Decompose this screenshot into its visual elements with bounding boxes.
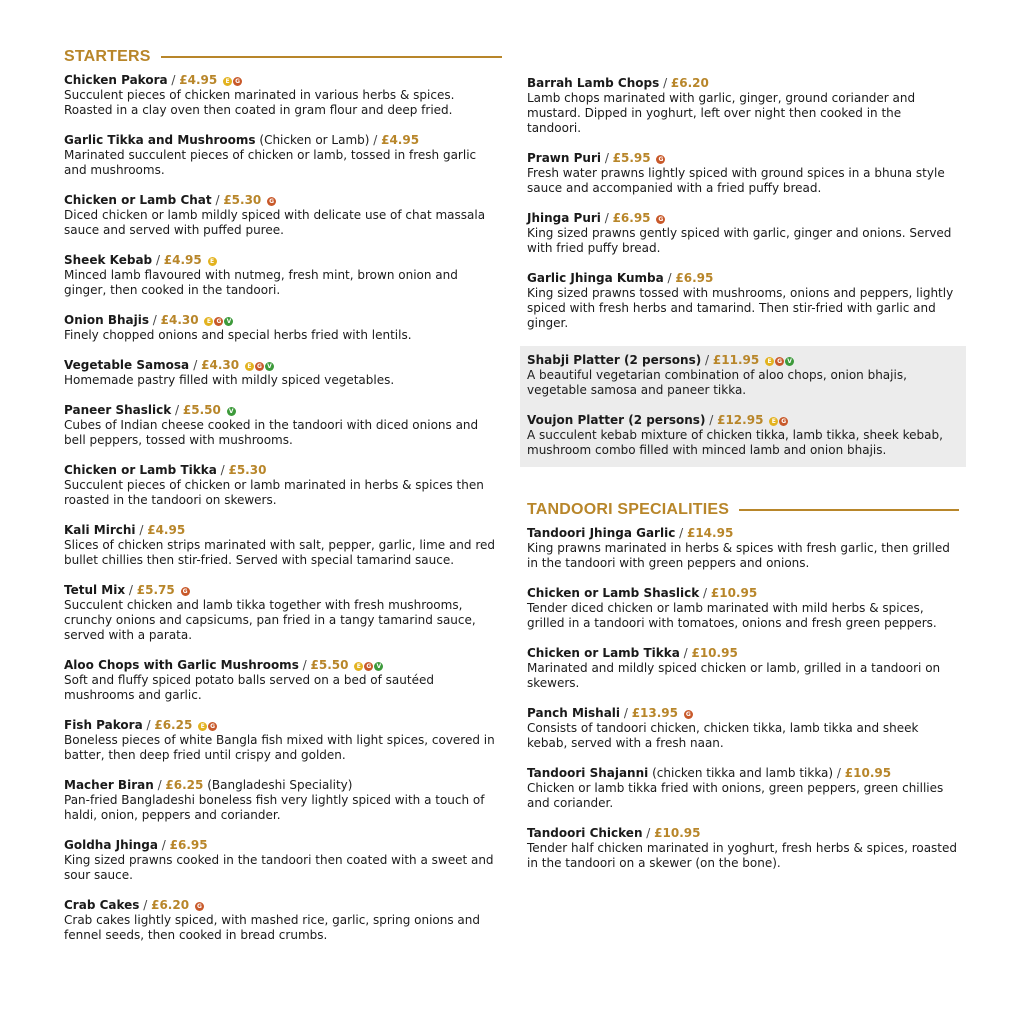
tandoori-header [527,501,959,519]
dish-description: Succulent chicken and lamb tikka together with fresh mushrooms, crunchy onions and capsicums, pan fried in a tangy tamarind sauce, served with a parata. [64,598,476,642]
dish-price: £10.95 [654,826,701,840]
dish-name: Chicken or Lamb Chat [64,193,212,207]
right-column [527,76,959,886]
dish-name: Garlic Jhinga Kumba [527,271,664,285]
menu-item [64,523,502,568]
dietary-badges [656,155,665,164]
dietary-badges [245,362,274,371]
gluten-icon: G [233,77,242,86]
menu-item [527,766,959,811]
dish-description: Fresh water prawns lightly spiced with ground spices in a bhuna style sauce and accompanied with a fried puffy bread. [527,166,945,195]
item-heading [64,403,502,418]
dietary-badges [195,902,204,911]
dish-description: King prawns marinated in herbs & spices with fresh garlic, then grilled in the tandoori with green peppers and onions. [527,541,950,570]
section-rule [161,56,502,58]
dish-description: Marinated succulent pieces of chicken or lamb, tossed in fresh garlic and mushrooms. [64,148,477,177]
dish-name: Voujon Platter (2 persons) [527,413,706,427]
dish-name: Paneer Shaslick [64,403,172,417]
section-title: TANDOORI SPECIALITIES [527,501,730,518]
dietary-badges [208,257,217,266]
dietary-badges [267,197,276,206]
dish-name: Sheek Kebab [64,253,153,267]
item-heading [64,358,502,373]
menu-item [527,706,959,751]
dish-name: Fish Pakora [64,718,143,732]
starters-list [64,73,502,943]
menu-item [64,658,502,703]
menu-item [527,646,959,691]
gluten-icon: G [656,155,665,164]
menu-item [64,133,502,178]
dish-name: Prawn Puri [527,151,601,165]
gluten-icon: G [181,587,190,596]
dish-name: Panch Mishali [527,706,621,720]
price-separator: / [171,403,183,417]
dish-price: £10.95 [844,766,892,780]
dish-description: Succulent pieces of chicken or lamb marinated in herbs & spices then roasted in the tandoori on skewers. [64,478,484,507]
dish-description: Boneless pieces of white Bangla fish mixed with light spices, covered in batter, then deep fried until crispy and golden. [64,733,495,762]
dish-name: Macher Biran [64,778,154,792]
dish-price: £6.95 [169,838,208,852]
dish-price: £13.95 [631,706,678,720]
egg-icon: E [765,357,774,366]
section-rule [739,509,959,511]
dish-description: Cubes of Indian cheese cooked in the tandoori with diced onions and bell peppers, tossed with mushrooms. [64,418,479,447]
egg-icon: E [198,722,207,731]
item-heading [527,706,959,721]
dish-price: £5.30 [223,193,262,207]
dietary-badges [223,77,242,86]
gluten-icon: G [364,662,373,671]
starters-header [64,48,502,66]
item-heading [527,766,959,781]
price-separator: / [833,766,845,780]
dish-description: Finely chopped onions and special herbs fried with lentils. [64,328,412,342]
dish-description: Crab cakes lightly spiced, with mashed rice, garlic, spring onions and fennel seeds, then cooked in bread crumbs. [64,913,481,942]
item-heading [527,526,959,541]
dish-description: Marinated and mildly spiced chicken or lamb, grilled in a tandoori on skewers. [527,661,941,690]
price-separator: / [679,646,692,660]
dish-description: Homemade pastry filled with mildly spiced vegetables. [64,373,395,387]
dish-name: Barrah Lamb Chops [527,76,660,90]
dish-price: £5.50 [310,658,349,672]
egg-icon: E [223,77,232,86]
dish-price: £5.50 [182,403,221,417]
dietary-badges [227,407,236,416]
left-column [64,48,502,958]
price-separator: / [139,898,152,912]
item-heading [527,211,959,226]
dietary-badges [198,722,217,731]
dish-price: £6.25 [154,718,193,732]
dish-name: Chicken or Lamb Tikka [527,646,680,660]
price-separator: / [148,313,161,327]
dietary-badges [354,662,383,671]
dish-name: Aloo Chops with Garlic Mushrooms [64,658,299,672]
price-separator: / [600,211,613,225]
dish-name: Tetul Mix [64,583,126,597]
vegetarian-icon: V [374,662,383,671]
item-heading [527,586,959,601]
price-separator: / [663,271,676,285]
menu-item [64,718,502,763]
menu-item [64,313,502,343]
dish-description: Consists of tandoori chicken, chicken tikka, lamb tikka and sheek kebab, served with a fresh naan. [527,721,919,750]
vegetarian-icon: V [224,317,233,326]
item-heading [64,838,502,853]
gluten-icon: G [684,710,693,719]
dish-description: A succulent kebab mixture of chicken tikka, lamb tikka, sheek kebab, mushroom combo filled with minced lamb and onion bhajis. [527,428,943,457]
menu-item [64,403,502,448]
item-heading [64,193,502,208]
item-heading [527,271,959,286]
menu-item [527,353,959,398]
dish-note: (Chicken or Lamb) [259,133,370,147]
price-separator: / [620,706,632,720]
dish-price: £4.95 [381,133,420,147]
menu-item [64,463,502,508]
price-separator: / [659,76,671,90]
gluten-icon: G [255,362,264,371]
menu-item [64,778,502,823]
dish-name: Tandoori Chicken [527,826,643,840]
dish-price: £6.25 [165,778,204,792]
dish-description: Minced lamb flavoured with nutmeg, fresh mint, brown onion and ginger, then cooked in the tandoori. [64,268,458,297]
dish-price: £10.95 [710,586,758,600]
price-separator: / [642,826,655,840]
menu-item [527,76,959,136]
dish-description: Tender diced chicken or lamb marinated with mild herbs & spices, grilled in a tandoori with tomatoes, onions and fresh green peppers. [527,601,937,630]
dish-price: £6.20 [670,76,709,90]
price-separator: / [298,658,311,672]
gluten-icon: G [195,902,204,911]
menu-item [527,586,959,631]
dish-price: £4.30 [201,358,240,372]
dish-name: Onion Bhajis [64,313,149,327]
item-heading [527,353,959,368]
price-separator: / [135,523,148,537]
egg-icon: E [208,257,217,266]
dish-name: Jhinga Puri [527,211,601,225]
tandoori-list [527,526,959,871]
dish-name: Tandoori Shajanni [527,766,649,780]
dish-name: Garlic Tikka and Mushrooms [64,133,256,147]
dish-name: Chicken Pakora [64,73,168,87]
dish-price: £4.30 [160,313,199,327]
dietary-badges [684,710,693,719]
dish-price: £5.30 [228,463,267,477]
menu-item [64,193,502,238]
price-separator: / [125,583,137,597]
item-heading [64,313,502,328]
dish-price: £6.95 [675,271,714,285]
menu-item [64,253,502,298]
price-separator: / [193,358,202,372]
dietary-badges [204,317,233,326]
item-heading [64,253,502,268]
dish-description: King sized prawns gently spiced with garlic, ginger and onions. Served with fried puffy bread. [527,226,952,255]
dish-description: Tender half chicken marinated in yoghurt, fresh herbs & spices, roasted in the tandoori on a skewer (on the bone). [527,841,958,870]
price-separator: / [601,151,613,165]
dietary-badges [656,215,665,224]
dish-price: £5.95 [612,151,651,165]
egg-icon: E [204,317,213,326]
menu-item [527,151,959,196]
price-separator: / [142,718,155,732]
gluten-icon: G [779,417,788,426]
menu-item [64,838,502,883]
dish-description: Chicken or lamb tikka fried with onions, green peppers, green chillies and coriander. [527,781,944,810]
egg-icon: E [245,362,254,371]
dish-price: £4.95 [163,253,202,267]
dish-name: Tandoori Jhinga Garlic [527,526,676,540]
dish-name: Kali Mirchi [64,523,136,537]
vegetarian-icon: V [227,407,236,416]
dish-price: £5.75 [136,583,175,597]
item-heading [527,413,959,428]
egg-icon: E [354,662,363,671]
dish-note: (Bangladeshi Speciality) [207,778,353,792]
dish-price: £10.95 [691,646,738,660]
price-separator: / [211,193,224,207]
dish-description: Succulent pieces of chicken marinated in various herbs & spices. Roasted in a clay oven then coated in gram flour and deep fried. [64,88,455,117]
dish-price: £11.95 [712,353,760,367]
dish-price: £6.20 [151,898,190,912]
dish-price: £14.95 [686,526,734,540]
price-separator: / [157,838,170,852]
dish-description: Slices of chicken strips marinated with salt, pepper, garlic, lime and red bullet chillies then stir-fried. Served with special tamarind sauce. [64,538,496,567]
item-heading [64,898,502,913]
dish-name: Crab Cakes [64,898,140,912]
dish-description: Pan-fried Bangladeshi boneless fish very lightly spiced with a touch of haldi, onion, peppers and coriander. [64,793,485,822]
menu-item [527,271,959,331]
menu-item [527,826,959,871]
vegetarian-icon: V [265,362,274,371]
dish-price: £6.95 [612,211,651,225]
item-heading [527,826,959,841]
item-heading [64,583,502,598]
gluten-icon: G [267,197,276,206]
dish-description: Lamb chops marinated with garlic, ginger, ground coriander and mustard. Dipped in yoghurt, left over night then cooked in the tandoori. [527,91,916,135]
price-separator: / [701,353,713,367]
dish-description: King sized prawns tossed with mushrooms, onions and peppers, lightly spiced with fresh herbs and tamarind. Then stir-fried with garlic and ginger. [527,286,954,330]
item-heading [64,73,502,88]
vegetarian-icon: V [785,357,794,366]
price-separator: / [153,778,166,792]
price-separator: / [216,463,229,477]
gluten-icon: G [656,215,665,224]
menu-item [64,898,502,943]
item-heading [64,778,502,793]
dietary-badges [769,417,788,426]
item-heading [64,523,502,538]
gluten-icon: G [208,722,217,731]
price-separator: / [705,413,718,427]
price-separator: / [167,73,180,87]
platter-box [520,346,966,467]
item-heading [527,151,959,166]
price-separator: / [675,526,687,540]
price-separator: / [369,133,382,147]
egg-icon: E [769,417,778,426]
item-heading [64,658,502,673]
dietary-badges [765,357,794,366]
dish-price: £4.95 [179,73,218,87]
item-heading [527,646,959,661]
gluten-icon: G [775,357,784,366]
dish-description: King sized prawns cooked in the tandoori then coated with a sweet and sour sauce. [64,853,494,882]
item-heading [64,463,502,478]
item-heading [64,718,502,733]
dish-description: Soft and fluffy spiced potato balls served on a bed of sautéed mushrooms and garlic. [64,673,434,702]
menu-item [64,583,502,643]
dish-name: Vegetable Samosa [64,358,194,372]
section-title: STARTERS [64,48,151,65]
menu-item [527,211,959,256]
price-separator: / [152,253,164,267]
item-heading [527,76,959,91]
item-heading [64,133,502,148]
dish-description: A beautiful vegetarian combination of aloo chops, onion bhajis, vegetable samosa and paneer tikka. [527,368,907,397]
dish-price: £4.95 [147,523,186,537]
dietary-badges [181,587,190,596]
menu-item [64,73,502,118]
dish-name: Chicken or Lamb Shaslick [527,586,700,600]
starters-continued-list [527,76,959,331]
menu-item [64,358,502,388]
menu-item [527,526,959,571]
dish-note: (chicken tikka and lamb tikka) [652,766,834,780]
dish-description: Diced chicken or lamb mildly spiced with delicate use of chat massala sauce and served with puffed puree. [64,208,486,237]
dish-price: £12.95 [717,413,764,427]
dish-name: Shabji Platter (2 persons) [527,353,702,367]
dish-name: Goldha Jhinga [64,838,158,852]
gluten-icon: G [214,317,223,326]
price-separator: / [699,586,711,600]
dish-name: Chicken or Lamb Tikka [64,463,217,477]
menu-item [527,413,959,458]
